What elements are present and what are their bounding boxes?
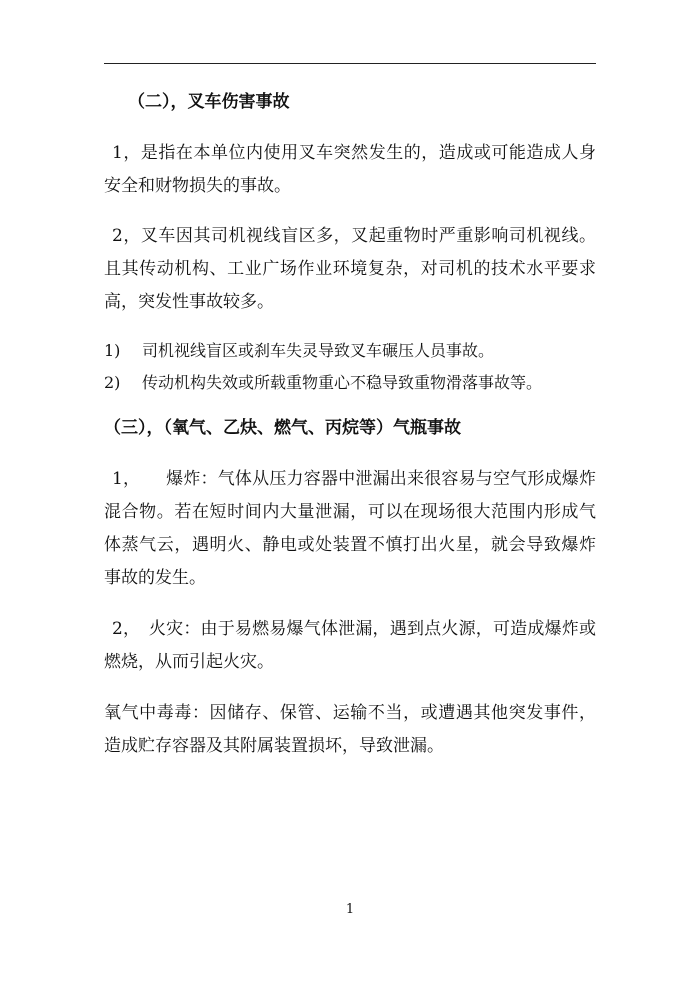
list-number: 1) [104, 341, 121, 360]
list-item [104, 367, 596, 399]
list-number: 2) [104, 373, 121, 392]
section-3-paragraph-1: 1， 爆炸：气体从压力容器中泄漏出来很容易与空气形成爆炸混合物。若在短时间内大量泄漏，可以在现场很大范围内形成气体蒸气云，遇明火、静电或处装置不慎打出火星，就会导致爆炸事故的发生。 [104, 469, 596, 588]
list-item [104, 335, 596, 367]
list-text: 司机视线盲区或刹车失灵导致叉车碾压人员事故。 [142, 341, 495, 360]
list-text: 传动机构失效或所载重物重心不稳导致重物滑落事故等。 [142, 373, 543, 392]
section-3-paragraph-2: 2， 火灾：由于易燃易爆气体泄漏，遇到点火源，可造成爆炸或燃烧，从而引起火灾。 [104, 619, 596, 672]
section-3-heading: （三），（氧气、乙炔、燃气、丙烷等）气瓶事故 [104, 418, 461, 438]
header-rule [104, 63, 596, 64]
page-content [104, 85, 596, 763]
page-number: 1 [345, 902, 355, 917]
section-2-paragraph-1: 1，是指在本单位内使用叉车突然发生的，造成或可能造成人身安全和财物损失的事故。 [104, 143, 596, 196]
section-3-paragraph-3: 氧气中毒毒：因储存、保管、运输不当，或遭遇其他突发事件，造成贮存容器及其附属装置损坏，导致泄漏。 [104, 703, 596, 756]
section-2-heading: （二），叉车伤害事故 [128, 92, 290, 112]
section-2-paragraph-2: 2，叉车因其司机视线盲区多，叉起重物时严重影响司机视线。且其传动机构、工业广场作业环境复杂，对司机的技术水平要求高，突发性事故较多。 [104, 226, 596, 312]
